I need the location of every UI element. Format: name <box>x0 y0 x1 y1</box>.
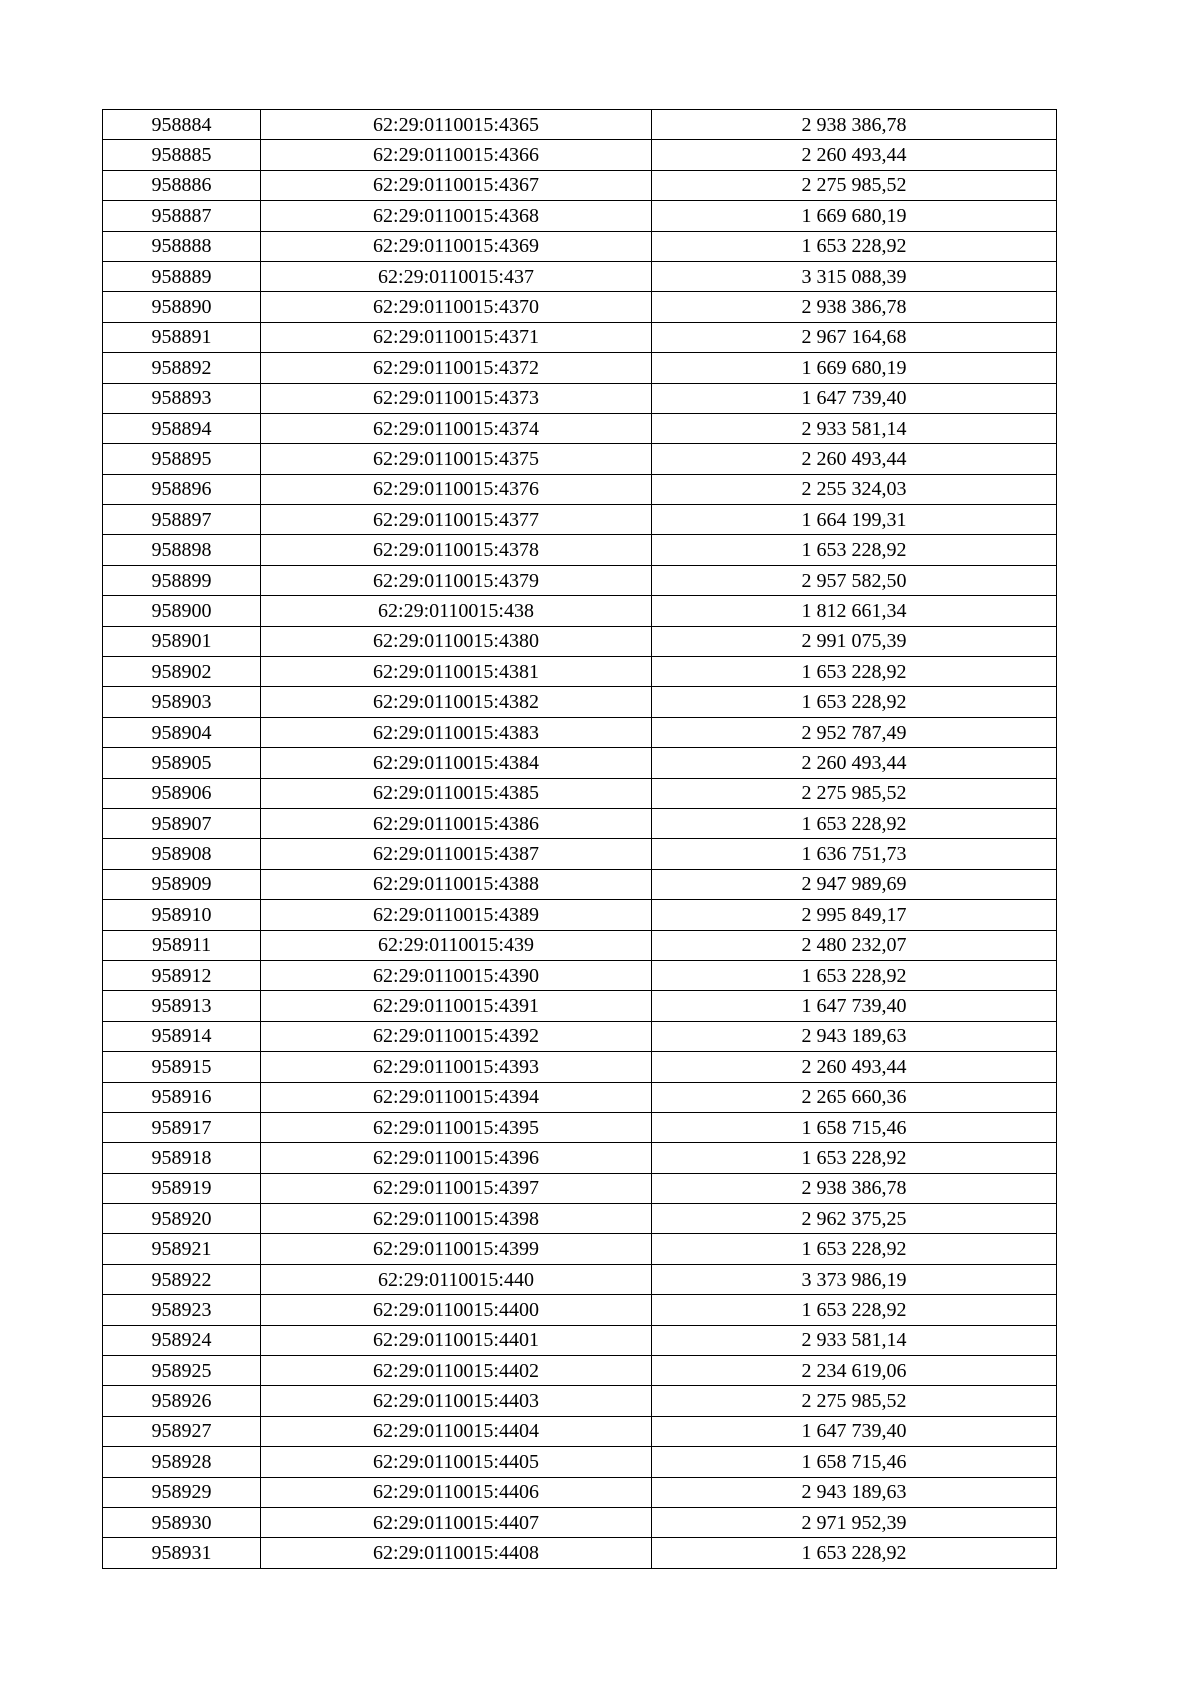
cadastral-value-cell: 2 260 493,44 <box>652 140 1057 170</box>
cadastral-number-cell: 62:29:0110015:4368 <box>261 201 652 231</box>
cadastral-value-cell: 2 265 660,36 <box>652 1082 1057 1112</box>
cadastral-value-cell: 1 653 228,92 <box>652 231 1057 261</box>
cadastral-value-cell: 2 952 787,49 <box>652 717 1057 747</box>
cadastral-number-cell: 62:29:0110015:4366 <box>261 140 652 170</box>
cadastral-number-cell: 62:29:0110015:4402 <box>261 1356 652 1386</box>
table-row <box>103 991 1057 1021</box>
cadastral-number-cell: 62:29:0110015:4394 <box>261 1082 652 1112</box>
table-row <box>103 1264 1057 1294</box>
cadastral-value-cell: 2 938 386,78 <box>652 110 1057 140</box>
cadastral-number-cell: 62:29:0110015:4367 <box>261 170 652 200</box>
cadastral-value-cell: 1 653 228,92 <box>652 657 1057 687</box>
table-row <box>103 261 1057 291</box>
cadastral-number-cell: 62:29:0110015:4396 <box>261 1143 652 1173</box>
cadastral-value-cell: 2 275 985,52 <box>652 778 1057 808</box>
table-row <box>103 565 1057 595</box>
cadastral-number-cell: 62:29:0110015:4390 <box>261 960 652 990</box>
cadastral-number-cell: 62:29:0110015:4388 <box>261 869 652 899</box>
table-row <box>103 1234 1057 1264</box>
row-number-cell: 958892 <box>103 353 261 383</box>
cadastral-value-cell: 3 373 986,19 <box>652 1264 1057 1294</box>
row-number-cell: 958916 <box>103 1082 261 1112</box>
cadastral-value-cell: 1 653 228,92 <box>652 1538 1057 1568</box>
row-number-cell: 958917 <box>103 1112 261 1142</box>
cadastral-value-cell: 2 995 849,17 <box>652 900 1057 930</box>
table-row <box>103 869 1057 899</box>
cadastral-value-cell: 2 943 189,63 <box>652 1021 1057 1051</box>
row-number-cell: 958888 <box>103 231 261 261</box>
cadastral-number-cell: 62:29:0110015:4379 <box>261 565 652 595</box>
cadastral-number-cell: 62:29:0110015:439 <box>261 930 652 960</box>
table-row <box>103 687 1057 717</box>
table-row <box>103 1173 1057 1203</box>
row-number-cell: 958893 <box>103 383 261 413</box>
table-body <box>103 110 1057 1569</box>
row-number-cell: 958884 <box>103 110 261 140</box>
row-number-cell: 958926 <box>103 1386 261 1416</box>
table-row <box>103 596 1057 626</box>
cadastral-number-cell: 62:29:0110015:4404 <box>261 1416 652 1446</box>
cadastral-value-cell: 1 636 751,73 <box>652 839 1057 869</box>
cadastral-value-table <box>102 109 1057 1569</box>
row-number-cell: 958930 <box>103 1507 261 1537</box>
cadastral-value-cell: 1 669 680,19 <box>652 353 1057 383</box>
cadastral-value-cell: 1 658 715,46 <box>652 1447 1057 1477</box>
table-row <box>103 505 1057 535</box>
cadastral-value-cell: 1 669 680,19 <box>652 201 1057 231</box>
cadastral-number-cell: 62:29:0110015:4372 <box>261 353 652 383</box>
cadastral-number-cell: 62:29:0110015:4381 <box>261 657 652 687</box>
table-row <box>103 960 1057 990</box>
cadastral-value-cell: 1 653 228,92 <box>652 687 1057 717</box>
table-row <box>103 1021 1057 1051</box>
table-row <box>103 474 1057 504</box>
row-number-cell: 958912 <box>103 960 261 990</box>
cadastral-number-cell: 62:29:0110015:4403 <box>261 1386 652 1416</box>
cadastral-value-cell: 1 653 228,92 <box>652 1295 1057 1325</box>
cadastral-number-cell: 62:29:0110015:4377 <box>261 505 652 535</box>
cadastral-number-cell: 62:29:0110015:4373 <box>261 383 652 413</box>
row-number-cell: 958906 <box>103 778 261 808</box>
table-row <box>103 1416 1057 1446</box>
cadastral-value-cell: 1 653 228,92 <box>652 535 1057 565</box>
table-row <box>103 1325 1057 1355</box>
cadastral-number-cell: 62:29:0110015:4384 <box>261 748 652 778</box>
table-row <box>103 1295 1057 1325</box>
table-row <box>103 1538 1057 1568</box>
cadastral-value-cell: 2 967 164,68 <box>652 322 1057 352</box>
table-row <box>103 383 1057 413</box>
row-number-cell: 958904 <box>103 717 261 747</box>
row-number-cell: 958886 <box>103 170 261 200</box>
cadastral-number-cell: 62:29:0110015:4371 <box>261 322 652 352</box>
cadastral-number-cell: 62:29:0110015:4398 <box>261 1204 652 1234</box>
cadastral-value-cell: 2 971 952,39 <box>652 1507 1057 1537</box>
cadastral-value-cell: 1 664 199,31 <box>652 505 1057 535</box>
row-number-cell: 958900 <box>103 596 261 626</box>
cadastral-value-cell: 2 260 493,44 <box>652 748 1057 778</box>
cadastral-number-cell: 62:29:0110015:438 <box>261 596 652 626</box>
row-number-cell: 958923 <box>103 1295 261 1325</box>
cadastral-value-cell: 1 653 228,92 <box>652 1234 1057 1264</box>
row-number-cell: 958925 <box>103 1356 261 1386</box>
row-number-cell: 958910 <box>103 900 261 930</box>
cadastral-value-cell: 2 938 386,78 <box>652 292 1057 322</box>
cadastral-number-cell: 62:29:0110015:4369 <box>261 231 652 261</box>
table-row <box>103 1112 1057 1142</box>
cadastral-value-cell: 1 647 739,40 <box>652 1416 1057 1446</box>
cadastral-number-cell: 62:29:0110015:4401 <box>261 1325 652 1355</box>
cadastral-number-cell: 62:29:0110015:4378 <box>261 535 652 565</box>
row-number-cell: 958908 <box>103 839 261 869</box>
cadastral-number-cell: 62:29:0110015:4407 <box>261 1507 652 1537</box>
cadastral-number-cell: 62:29:0110015:4375 <box>261 444 652 474</box>
cadastral-number-cell: 62:29:0110015:4383 <box>261 717 652 747</box>
table-row <box>103 930 1057 960</box>
cadastral-number-cell: 62:29:0110015:4391 <box>261 991 652 1021</box>
table-row <box>103 170 1057 200</box>
table-row <box>103 657 1057 687</box>
row-number-cell: 958899 <box>103 565 261 595</box>
cadastral-value-cell: 2 234 619,06 <box>652 1356 1057 1386</box>
row-number-cell: 958898 <box>103 535 261 565</box>
cadastral-value-cell: 2 255 324,03 <box>652 474 1057 504</box>
cadastral-value-cell: 2 957 582,50 <box>652 565 1057 595</box>
row-number-cell: 958889 <box>103 261 261 291</box>
cadastral-number-cell: 62:29:0110015:4380 <box>261 626 652 656</box>
row-number-cell: 958931 <box>103 1538 261 1568</box>
row-number-cell: 958887 <box>103 201 261 231</box>
cadastral-value-cell: 2 938 386,78 <box>652 1173 1057 1203</box>
row-number-cell: 958928 <box>103 1447 261 1477</box>
cadastral-value-cell: 2 275 985,52 <box>652 1386 1057 1416</box>
row-number-cell: 958901 <box>103 626 261 656</box>
row-number-cell: 958885 <box>103 140 261 170</box>
cadastral-value-cell: 3 315 088,39 <box>652 261 1057 291</box>
table-row <box>103 1477 1057 1507</box>
table-row <box>103 1052 1057 1082</box>
cadastral-value-cell: 2 962 375,25 <box>652 1204 1057 1234</box>
cadastral-value-cell: 2 260 493,44 <box>652 444 1057 474</box>
row-number-cell: 958913 <box>103 991 261 1021</box>
row-number-cell: 958921 <box>103 1234 261 1264</box>
cadastral-value-cell: 1 653 228,92 <box>652 808 1057 838</box>
row-number-cell: 958905 <box>103 748 261 778</box>
table-row <box>103 626 1057 656</box>
table-row <box>103 778 1057 808</box>
table-row <box>103 444 1057 474</box>
cadastral-number-cell: 62:29:0110015:4387 <box>261 839 652 869</box>
table-row <box>103 839 1057 869</box>
table-row <box>103 292 1057 322</box>
cadastral-value-cell: 2 275 985,52 <box>652 170 1057 200</box>
row-number-cell: 958894 <box>103 413 261 443</box>
table-row <box>103 1386 1057 1416</box>
cadastral-number-cell: 62:29:0110015:4374 <box>261 413 652 443</box>
table-row <box>103 353 1057 383</box>
cadastral-number-cell: 62:29:0110015:4382 <box>261 687 652 717</box>
table-row <box>103 413 1057 443</box>
row-number-cell: 958909 <box>103 869 261 899</box>
row-number-cell: 958929 <box>103 1477 261 1507</box>
cadastral-number-cell: 62:29:0110015:440 <box>261 1264 652 1294</box>
table-row <box>103 717 1057 747</box>
row-number-cell: 958896 <box>103 474 261 504</box>
row-number-cell: 958922 <box>103 1264 261 1294</box>
row-number-cell: 958895 <box>103 444 261 474</box>
cadastral-number-cell: 62:29:0110015:4405 <box>261 1447 652 1477</box>
cadastral-value-cell: 2 933 581,14 <box>652 1325 1057 1355</box>
table-row <box>103 140 1057 170</box>
table-row <box>103 1204 1057 1234</box>
table-row <box>103 748 1057 778</box>
cadastral-number-cell: 62:29:0110015:4408 <box>261 1538 652 1568</box>
row-number-cell: 958918 <box>103 1143 261 1173</box>
table-row <box>103 1143 1057 1173</box>
cadastral-number-cell: 62:29:0110015:4376 <box>261 474 652 504</box>
row-number-cell: 958903 <box>103 687 261 717</box>
row-number-cell: 958915 <box>103 1052 261 1082</box>
cadastral-value-cell: 1 647 739,40 <box>652 991 1057 1021</box>
table-row <box>103 1082 1057 1112</box>
cadastral-value-cell: 1 647 739,40 <box>652 383 1057 413</box>
cadastral-value-cell: 1 812 661,34 <box>652 596 1057 626</box>
table-row <box>103 201 1057 231</box>
table-row <box>103 535 1057 565</box>
row-number-cell: 958924 <box>103 1325 261 1355</box>
row-number-cell: 958927 <box>103 1416 261 1446</box>
cadastral-value-cell: 2 943 189,63 <box>652 1477 1057 1507</box>
cadastral-number-cell: 62:29:0110015:4397 <box>261 1173 652 1203</box>
cadastral-number-cell: 62:29:0110015:4393 <box>261 1052 652 1082</box>
table-row <box>103 1356 1057 1386</box>
table-row <box>103 110 1057 140</box>
row-number-cell: 958911 <box>103 930 261 960</box>
table-row <box>103 322 1057 352</box>
row-number-cell: 958919 <box>103 1173 261 1203</box>
cadastral-value-cell: 1 658 715,46 <box>652 1112 1057 1142</box>
table-row <box>103 900 1057 930</box>
table-row <box>103 808 1057 838</box>
cadastral-number-cell: 62:29:0110015:4395 <box>261 1112 652 1142</box>
cadastral-number-cell: 62:29:0110015:4385 <box>261 778 652 808</box>
cadastral-value-cell: 2 480 232,07 <box>652 930 1057 960</box>
cadastral-value-cell: 1 653 228,92 <box>652 1143 1057 1173</box>
cadastral-number-cell: 62:29:0110015:4386 <box>261 808 652 838</box>
cadastral-number-cell: 62:29:0110015:4365 <box>261 110 652 140</box>
cadastral-number-cell: 62:29:0110015:4389 <box>261 900 652 930</box>
table-row <box>103 1447 1057 1477</box>
row-number-cell: 958902 <box>103 657 261 687</box>
cadastral-number-cell: 62:29:0110015:4392 <box>261 1021 652 1051</box>
cadastral-value-cell: 2 933 581,14 <box>652 413 1057 443</box>
cadastral-number-cell: 62:29:0110015:4400 <box>261 1295 652 1325</box>
row-number-cell: 958897 <box>103 505 261 535</box>
cadastral-number-cell: 62:29:0110015:437 <box>261 261 652 291</box>
row-number-cell: 958891 <box>103 322 261 352</box>
row-number-cell: 958890 <box>103 292 261 322</box>
cadastral-value-cell: 2 260 493,44 <box>652 1052 1057 1082</box>
table-row <box>103 1507 1057 1537</box>
cadastral-number-cell: 62:29:0110015:4406 <box>261 1477 652 1507</box>
table-row <box>103 231 1057 261</box>
cadastral-number-cell: 62:29:0110015:4399 <box>261 1234 652 1264</box>
cadastral-value-cell: 2 991 075,39 <box>652 626 1057 656</box>
cadastral-value-cell: 1 653 228,92 <box>652 960 1057 990</box>
row-number-cell: 958914 <box>103 1021 261 1051</box>
row-number-cell: 958920 <box>103 1204 261 1234</box>
row-number-cell: 958907 <box>103 808 261 838</box>
cadastral-value-cell: 2 947 989,69 <box>652 869 1057 899</box>
cadastral-number-cell: 62:29:0110015:4370 <box>261 292 652 322</box>
